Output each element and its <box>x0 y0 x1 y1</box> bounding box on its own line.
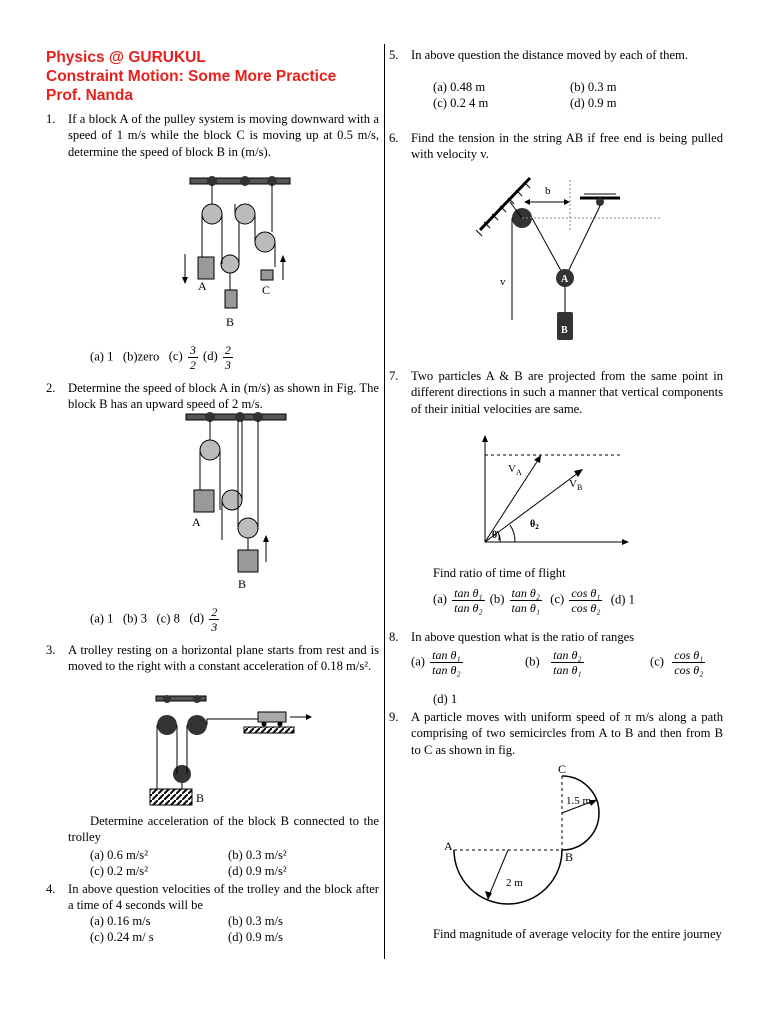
q2-pulley-figure <box>180 410 300 595</box>
q1-label-a: A <box>198 279 207 293</box>
q3-followup: Determine acceleration of the block B connected to the trolley <box>68 814 379 845</box>
q7-label-theta2: $\theta_2$ <box>530 519 539 531</box>
question-6 <box>389 130 723 163</box>
question-number: 8. <box>389 630 399 644</box>
q4-option-d[interactable]: (d) 0.9 m/s <box>228 930 283 944</box>
q2-option-d[interactable]: (d) $\frac{2}{3}$ <box>189 605 218 634</box>
q9-label-r2: 1.5 m <box>566 795 592 807</box>
q9-label-b: B <box>565 850 574 864</box>
q9-prompt: Find magnitude of average velocity for the entire journey <box>433 927 722 941</box>
column-divider <box>384 44 385 959</box>
q2-label-a: A <box>192 515 201 529</box>
q2-option-c[interactable]: (c) 8 <box>156 611 180 626</box>
question-number: 6. <box>389 131 399 145</box>
q1-option-a[interactable]: (a) 1 <box>90 349 114 364</box>
q9-semicircle-figure <box>438 760 618 930</box>
question-2 <box>46 380 379 413</box>
question-text: Two particles A & B are projected from the same point in different directions in such a manner that vertical components of their initial velocities are same. <box>411 369 723 416</box>
q7-option-d[interactable]: (d) 1 <box>610 592 635 607</box>
q6-label-block: B <box>561 325 568 336</box>
question-number: 7. <box>389 369 399 383</box>
question-7 <box>389 368 723 417</box>
q7-label-theta1: $\theta_1$ <box>492 530 501 542</box>
title-line-2: Constraint Motion: Some More Practice <box>46 68 337 85</box>
q8-option-a[interactable]: (a) $\frac{\text{tan θ₁}}{\text{tan θ₂}}$ <box>411 648 461 677</box>
q3-trolley-figure <box>140 692 320 812</box>
question-8 <box>389 629 723 645</box>
question-1 <box>46 111 379 160</box>
q9-label-c: C <box>558 762 567 776</box>
question-number: 5. <box>389 48 399 62</box>
q3-option-c[interactable]: (c) 0.2 m/s² <box>90 864 148 878</box>
question-4 <box>46 881 379 914</box>
question-text: Determine the speed of block A in (m/s) as shown in Fig. The block B has an upward speed of 2 m/s. <box>68 381 379 412</box>
q6-string-figure <box>470 170 670 355</box>
q1-option-d[interactable]: (d) $\frac{2}{3}$ <box>203 343 231 372</box>
q2-label-b: B <box>238 577 247 591</box>
q5-option-a[interactable]: (a) 0.48 m <box>433 80 486 94</box>
q3-label-b: B <box>196 791 205 805</box>
question-5 <box>389 47 723 63</box>
q2-option-b[interactable]: (b) 3 <box>122 611 148 626</box>
question-number: 3. <box>46 643 56 657</box>
q7-projection-figure <box>470 432 640 552</box>
question-number: 2. <box>46 381 56 395</box>
q8-option-d[interactable]: (d) 1 <box>433 692 458 706</box>
question-text: Find the tension in the string AB if free end is being pulled with velocity v. <box>411 131 723 162</box>
q4-option-c[interactable]: (c) 0.24 m/ s <box>90 930 154 944</box>
q3-option-d[interactable]: (d) 0.9 m/s² <box>228 864 287 878</box>
q8-option-c[interactable]: (c) $\frac{\text{cos θ₁}}{\text{cos θ₂}}$ <box>650 648 704 677</box>
q4-option-a[interactable]: (a) 0.16 m/s <box>90 914 151 928</box>
q6-label-a: A <box>561 274 569 285</box>
q3-option-a[interactable]: (a) 0.6 m/s² <box>90 848 148 862</box>
q1-option-b[interactable]: (b)zero <box>122 349 160 364</box>
q7-options <box>433 586 635 615</box>
q1-pulley-figure <box>160 172 320 332</box>
q7-label-vb: $V_B$ <box>569 478 583 492</box>
q6-label-v: v <box>500 276 506 288</box>
q5-option-b[interactable]: (b) 0.3 m <box>570 80 617 94</box>
q5-option-d[interactable]: (d) 0.9 m <box>570 96 617 110</box>
page-title <box>46 48 336 105</box>
question-text: In above question what is the ratio of ranges <box>411 630 635 644</box>
question-9 <box>389 709 723 758</box>
q1-options <box>90 343 235 372</box>
q7-option-a[interactable]: (a) $\frac{\text{tan θ₁}}{\text{tan θ₂}}$ <box>433 586 483 615</box>
q7-option-c[interactable]: (c) $\frac{\text{cos θ₁}}{\text{cos θ₂}}$ <box>550 586 601 615</box>
q2-option-a[interactable]: (a) 1 <box>90 611 114 626</box>
q1-label-b: B <box>226 315 235 329</box>
q1-option-c[interactable]: (c) $\frac{3}{2}$ <box>168 343 196 372</box>
q7-option-b[interactable]: (b) $\frac{\text{tan θ₂}}{\text{tan θ₁}}$ <box>489 586 540 615</box>
title-line-3: Prof. Nanda <box>46 87 133 104</box>
question-number: 4. <box>46 882 56 896</box>
q8-option-b[interactable]: (b) $\frac{\text{tan θ₂}}{\text{tan θ₁}}$ <box>525 648 582 677</box>
question-text: A trolley resting on a horizontal plane starts from rest and is moved to the right with a constant acceleration of 0.18 m/s². <box>68 643 379 674</box>
q6-label-b: b <box>545 185 551 197</box>
question-number: 9. <box>389 710 399 724</box>
question-text: In above question velocities of the trolley and the block after a time of 4 seconds will be <box>68 882 379 913</box>
question-text: A particle moves with uniform speed of π m/s along a path comprising of two semicircles from A to B and then from B to C as shown in fig. <box>411 710 723 757</box>
q7-label-va: $V_A$ <box>508 463 522 477</box>
q1-label-c: C <box>262 283 271 297</box>
q3-option-b[interactable]: (b) 0.3 m/s² <box>228 848 287 862</box>
q9-label-a: A <box>444 839 453 853</box>
question-number: 1. <box>46 112 56 126</box>
question-text: In above question the distance moved by each of them. <box>411 48 688 62</box>
q5-option-c[interactable]: (c) 0.2 4 m <box>433 96 489 110</box>
title-line-1: Physics @ GURUKUL <box>46 49 206 66</box>
q7-prompt: Find ratio of time of flight <box>433 566 566 580</box>
question-3 <box>46 642 379 675</box>
q2-options <box>90 605 221 634</box>
q4-option-b[interactable]: (b) 0.3 m/s <box>228 914 283 928</box>
question-text: If a block A of the pulley system is moving downward with a speed of 1 m/s while the block C is moving up at 0.5 m/s, determine the speed of block B in (m/s). <box>68 112 379 159</box>
q9-label-r1: 2 m <box>506 877 523 889</box>
